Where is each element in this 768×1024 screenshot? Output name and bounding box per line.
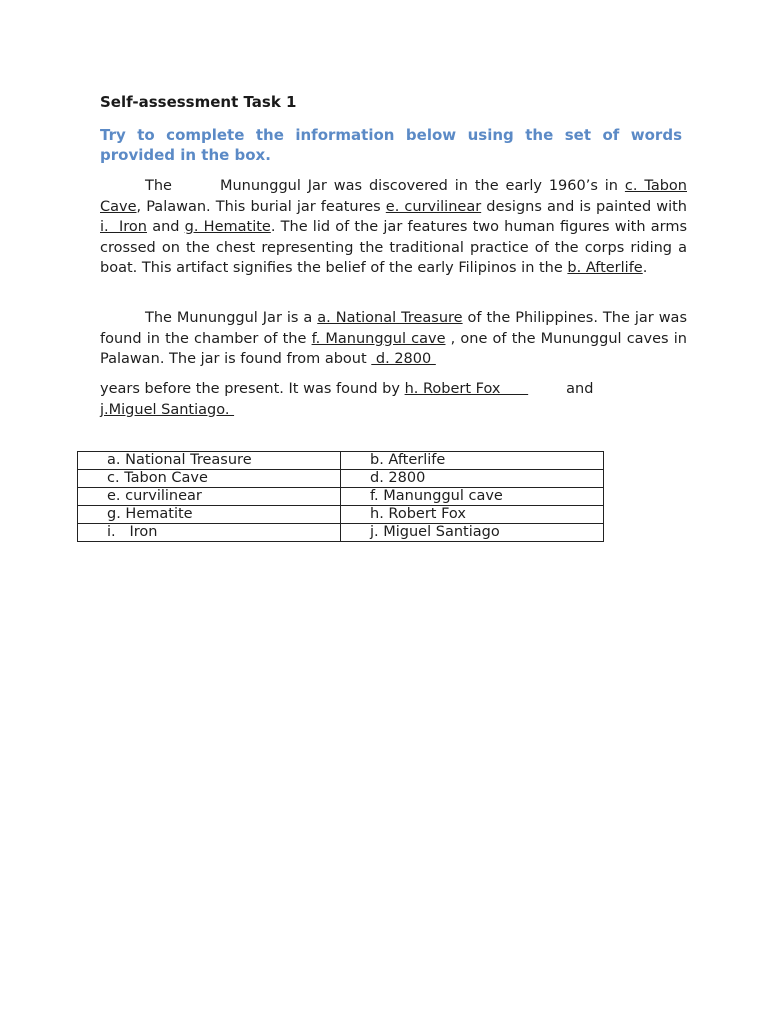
table-row [78, 470, 604, 488]
answer-robert-fox: h. Robert Fox [404, 381, 529, 397]
text: and [147, 219, 185, 235]
paragraph-1 [100, 176, 687, 279]
text: of the Philippines. The jar was found in the chamber of the [100, 310, 687, 347]
text: . The lid of the jar features two human figures with arms crossed on the chest representing the traditional practice of the corps riding a boat. This artifact signifies the belief of the early Filipinos in the [100, 219, 688, 276]
answer-manunggul-cave: f. Manunggul cave [311, 330, 446, 347]
text: designs and is painted with [481, 198, 688, 215]
table-cell: c. Tabon Cave [78, 470, 341, 488]
table-cell: h. Robert Fox [341, 506, 604, 524]
text: The Mununggul Jar is a [145, 310, 318, 326]
table-cell: j. Miguel Santiago [341, 524, 604, 542]
answer-curvilinear: e. curvilinear [385, 198, 482, 215]
text: Mununggul Jar was discovered in the early 1960’s in [219, 178, 625, 194]
text: , Palawan. This burial jar features [136, 198, 386, 215]
answer-afterlife: b. Afterlife [567, 260, 643, 276]
table-cell: e. curvilinear [78, 488, 341, 506]
instruction-text: Try to complete the information below using the set of words provided in the box. [100, 126, 682, 164]
table-cell: d. 2800 [341, 470, 604, 488]
text: years before the present. It was found by [100, 381, 405, 397]
paragraph-2 [100, 308, 687, 370]
answer-tabon-cave: c. Tabon Cave [100, 178, 687, 215]
answer-hematite: g. Hematite [184, 219, 271, 235]
table-row [78, 524, 604, 542]
table-row [78, 506, 604, 524]
table-cell: a. National Treasure [78, 452, 341, 470]
answer-miguel-santiago: j.Miguel Santiago. [100, 401, 235, 418]
table-row [78, 488, 604, 506]
table-cell: b. Afterlife [341, 452, 604, 470]
table-cell: g. Hematite [78, 506, 341, 524]
answer-2800: d. 2800 [371, 351, 436, 367]
table-cell: f. Manunggul cave [341, 488, 604, 506]
text: The [145, 178, 172, 194]
table-cell: i. Iron [78, 524, 341, 542]
page-title: Self-assessment Task 1 [100, 93, 297, 111]
answer-iron: i. Iron [100, 219, 147, 235]
text: and [566, 381, 594, 397]
paragraph-3 [100, 379, 687, 420]
word-box-table [77, 451, 604, 542]
text: , one of the Mununggul caves in Palawan. The jar is found from about [100, 330, 687, 367]
table-row [78, 452, 604, 470]
text: . [642, 260, 648, 276]
answer-national-treasure: a. National Treasure [317, 310, 463, 326]
